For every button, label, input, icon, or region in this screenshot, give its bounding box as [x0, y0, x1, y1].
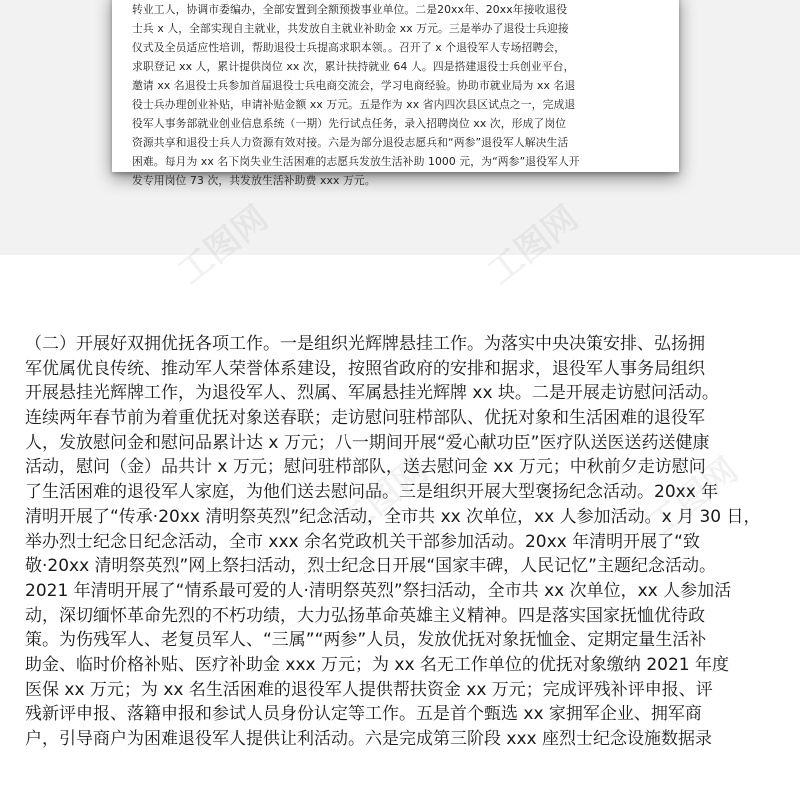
body-line: 开展悬挂光辉牌工作，为退役军人、烈属、军属悬挂光辉牌 xx 块。二是开展走访慰问活动。: [25, 383, 719, 404]
preview-line: 役士兵办理创业补贴，申请补贴金额 xx 万元。五是作为 xx 省内四次县区试点之一，完成退: [132, 97, 576, 111]
body-line: 动，深切缅怀革命先烈的不朽功绩，大力弘扬革命英雄主义精神。四是落实国家抚恤优待政: [25, 605, 705, 626]
preview-line: 求职登记 xx 人，累计提供岗位 xx 次，累计扶持就业 64 人。四是搭建退役士兵创业平台，: [132, 59, 575, 73]
preview-line: 士兵 x 人，全部实现自主就业，共发放自主就业补助金 xx 万元。三是举办了退役士兵迎接: [132, 21, 569, 35]
body-line: 活动，慰问（金）品共计 x 万元；慰问驻栉部队，送去慰问金 xx 万元；中秋前夕走访慰问: [25, 457, 706, 478]
body-line: 连续两年春节前为着重优抚对象送春联；走访慰问驻栉部队、优抚对象和生活困难的退役军: [25, 408, 705, 429]
preview-text: [132, 0, 672, 190]
document-preview-card: [112, 0, 679, 188]
body-line: 策。为伤残军人、老复员军人、“三属”“两参”人员，发放优抚对象抚恤金、定期定量生活补: [25, 630, 707, 651]
preview-line: 役军人事务部就业创业信息系统（一期）先行试点任务，录入招聘岗位 xx 次，形成了岗位: [132, 117, 567, 131]
watermark: 工图网: [640, 450, 746, 545]
watermark: 工图网: [330, 450, 436, 545]
body-line: 户，引导商户为困难退役军人提供让利活动。六是完成第三阶段 xxx 座烈士纪念设施数据录: [25, 729, 712, 749]
body-line: 敬·20xx 清明祭英烈”网上祭扫活动，烈士纪念日开展“国家丰碑，人民记忆”主题纪念活动。: [25, 556, 716, 577]
body-line: 了生活困难的退役军人家庭，为他们送去慰问品。三是组织开展大型褒扬纪念活动。20xx 年: [25, 482, 719, 503]
body-line: 2021 年清明开展了“情系最可爱的人·清明祭英烈”祭扫活动，全市共 xx 次单位，xx 人参加活: [25, 580, 732, 601]
body-line: 医保 xx 万元；为 xx 名生活困难的退役军人提供帮扶资金 xx 万元；完成评残补评申报、评: [25, 679, 713, 700]
preview-line: 转业工人，协调市委编办，全部安置到全额预拨事业单位。二是20xx年、20xx年接收退役: [132, 2, 568, 16]
preview-line: 困难。每月为 xx 名下岗失业生活困难的志愿兵发放生活补助 1000 元，为“两参”退役军人开: [132, 155, 580, 169]
body-line: 助金、临时价格补贴、医疗补助金 xxx 万元；为 xx 名无工作单位的优抚对象缴纳 2021 年度: [25, 654, 729, 675]
body-line: 残新评申报、落籍申报和参试人员身份认定等工作。五是首个甄选 xx 家拥军企业、拥军商: [25, 704, 702, 725]
body-line: 举办烈士纪念日纪念活动，全市 xxx 余名党政机关干部参加活动。20xx 年清明开展了“致: [25, 531, 700, 552]
preview-line: 资源共享和退役士兵人力资源有效对接。六是为部分退役志愿兵和“两参”退役军人解决生活: [132, 136, 569, 150]
body-line: 人，发放慰问金和慰问品累计达 x 万元；八一期间开展“爱心献功臣”医疗队送医送药送健康: [25, 432, 710, 453]
preview-line: 邀请 xx 名退役士兵参加首届退役士兵电商交流会，学习电商经验。协助市就业局为 xx 名退: [132, 78, 576, 92]
body-paragraph: [25, 332, 785, 752]
preview-line: 发专用岗位 73 次，共发放生活补助费 xxx 万元。: [132, 174, 376, 188]
preview-line: 仪式及全员适应性培训，帮助退役士兵提高求职本领。。召开了 x 个退役军人专场招聘会，: [132, 40, 566, 54]
body-line: 军优属优良传统、推动军人荣誉体系建设，按照省政府的安排和据求，退役军人事务局组织: [25, 358, 705, 379]
body-line: （二）开展好双拥优抚各项工作。一是组织光辉牌悬挂工作。为落实中央决策安排、弘扬拥: [25, 334, 705, 354]
body-line: 清明开展了“传承·20xx 清明祭英烈”纪念活动，全市共 xx 次单位，xx 人参加活动。x 月 30 日，: [25, 506, 761, 527]
